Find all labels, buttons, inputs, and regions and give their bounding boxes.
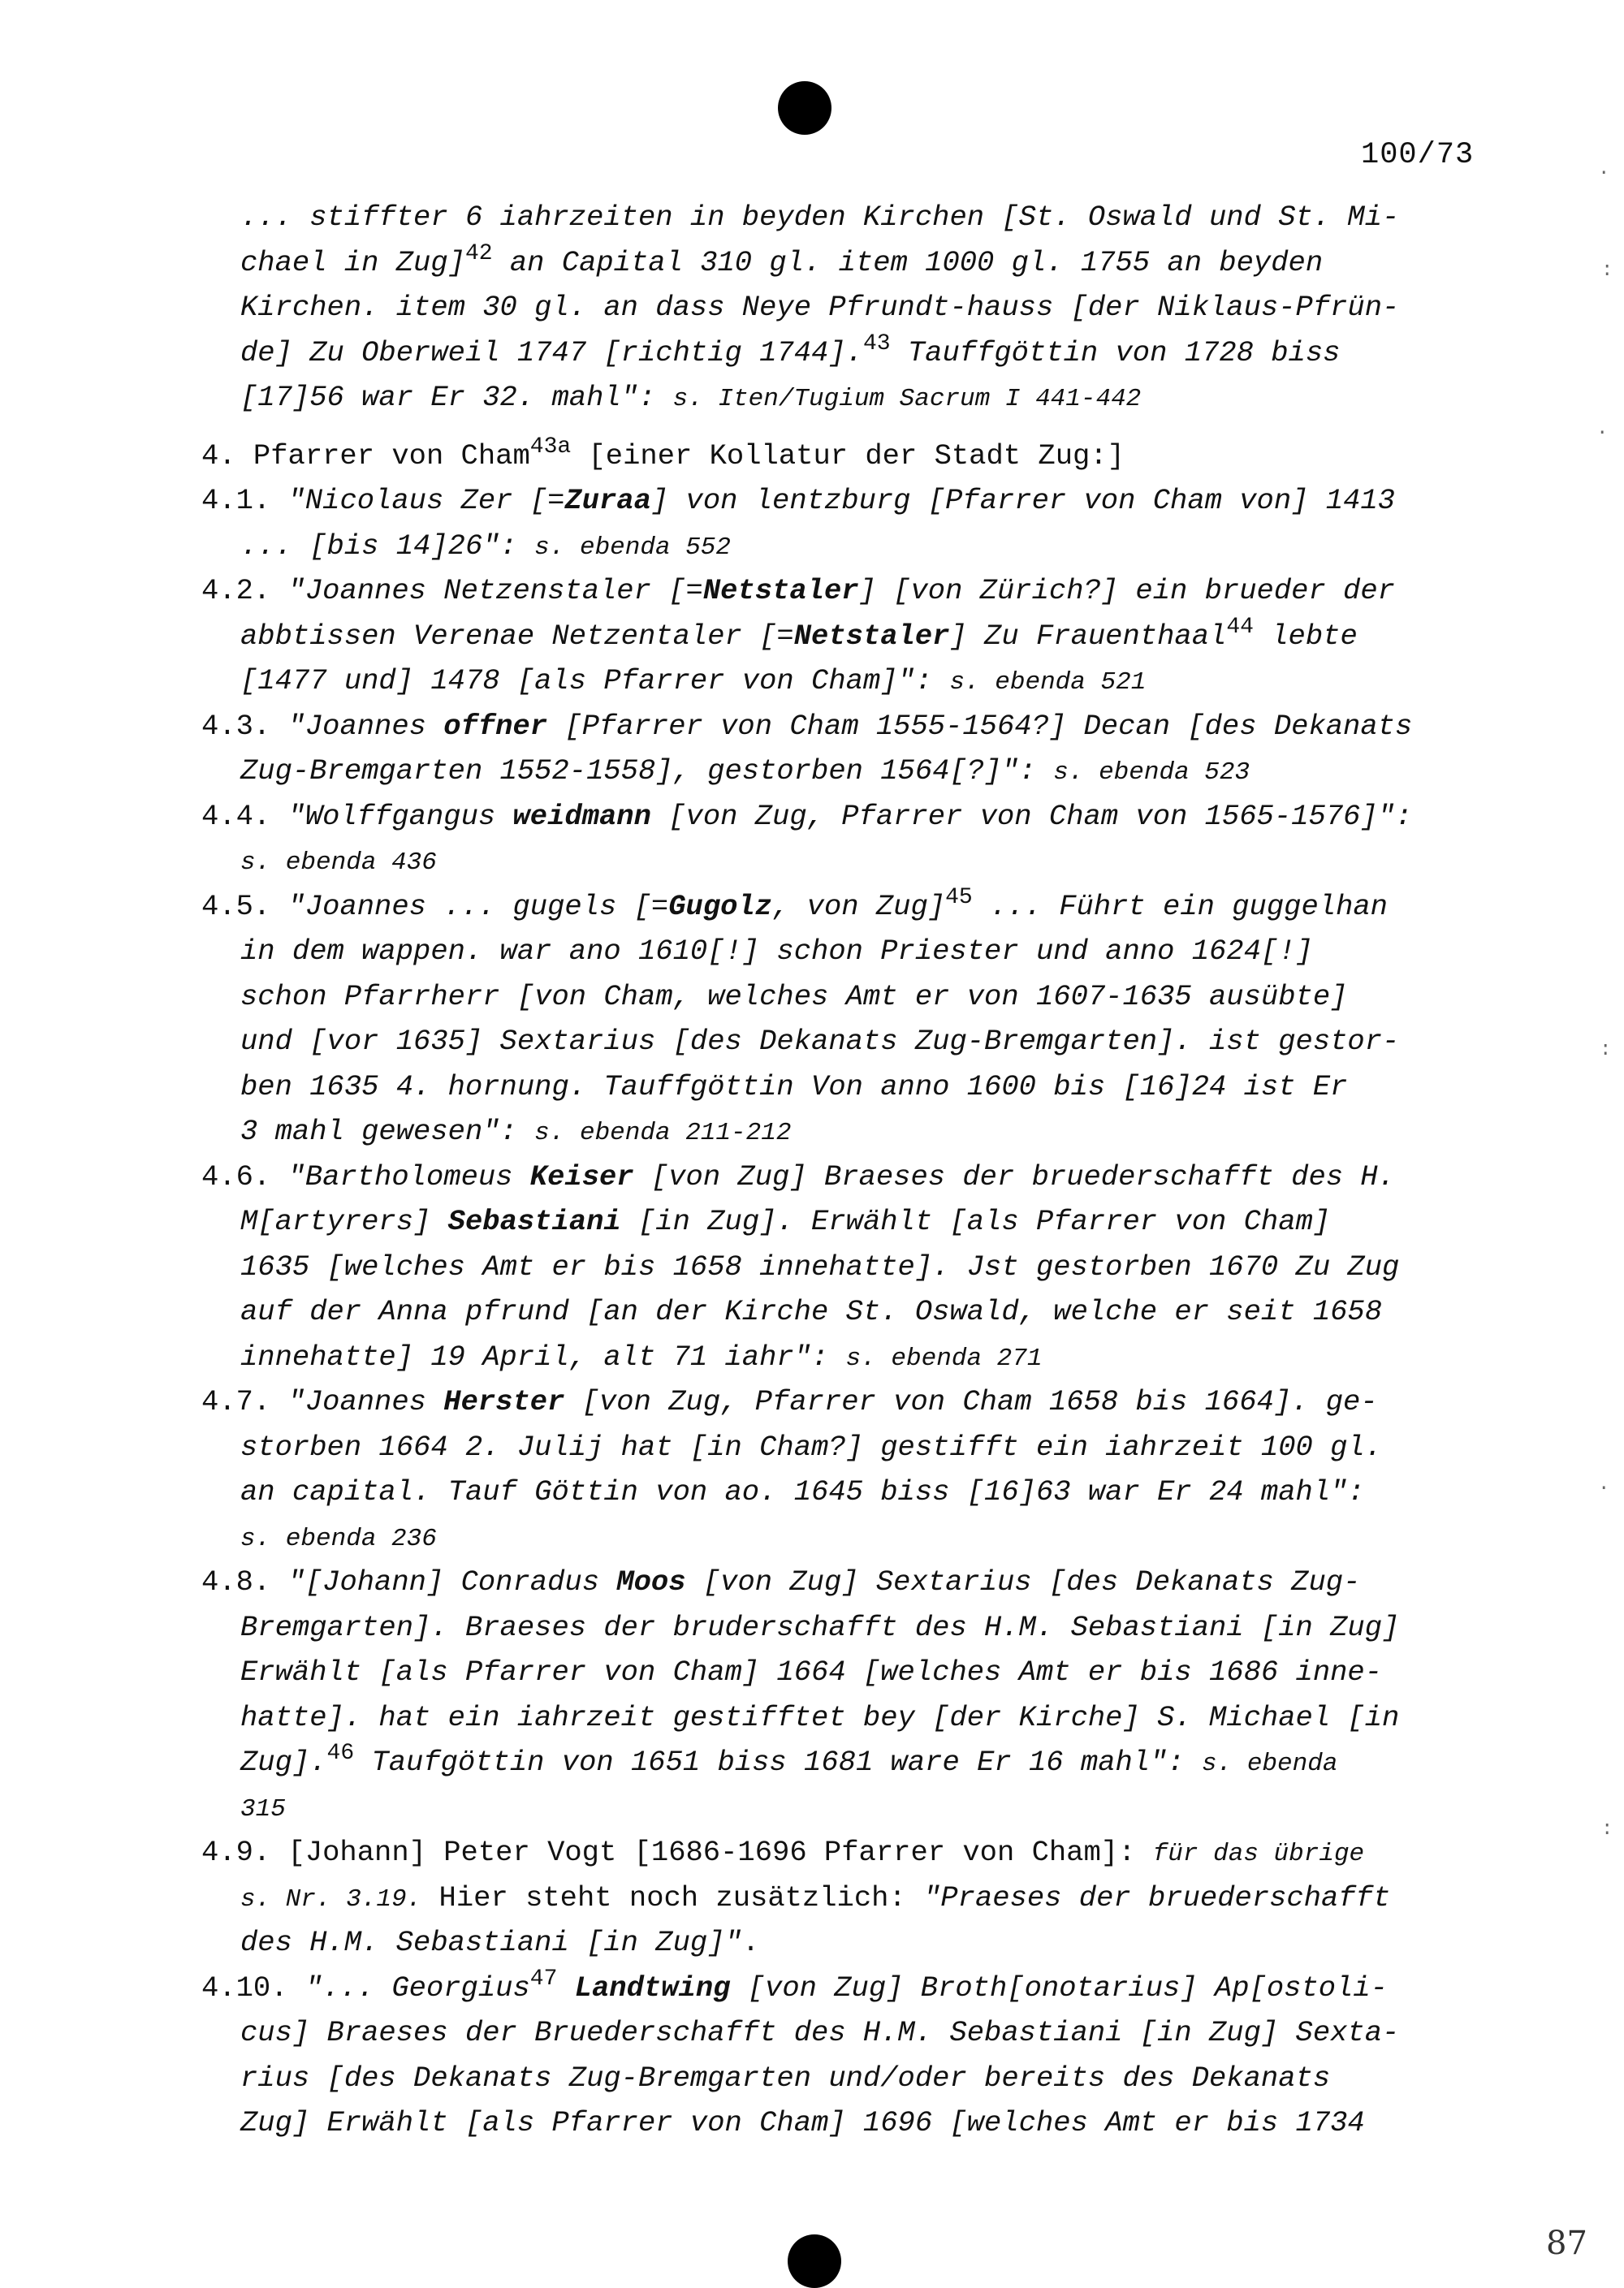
text-line	[240, 974, 1491, 1020]
text-line	[240, 658, 1491, 704]
text-line	[240, 1876, 1491, 1921]
entry-first-line	[201, 794, 1491, 840]
text-run: Bremgarten]. Braeses der bruderschafft des H.M. Sebastiani [in Zug]	[240, 1610, 1400, 1644]
text-run: "Praeses der bruederschafft	[923, 1880, 1391, 1915]
text-line	[240, 1470, 1491, 1515]
text-run: [von Zug] Broth[onotarius] Ap[ostoli-	[730, 1971, 1388, 2005]
citation-reference: s. ebenda 552	[534, 533, 732, 562]
text-line	[240, 1019, 1491, 1064]
footnote-marker: 45	[945, 884, 973, 910]
text-run: [17]56 war Er 32. mahl":	[240, 381, 673, 414]
text-run: auf der Anna pfrund [an der Kirche St. Oswald, welche er seit 1658	[240, 1295, 1383, 1328]
text-run: cus] Braeses der Bruederschafft des H.M. Sebastiani [in Zug] Sexta-	[240, 2016, 1400, 2049]
text-line	[240, 1109, 1491, 1155]
entry-first-line	[201, 1830, 1491, 1876]
entry-first-line	[201, 478, 1491, 524]
paragraph-gap	[240, 421, 1491, 434]
text-run: 4.1.	[201, 484, 288, 517]
text-line	[240, 2056, 1491, 2101]
citation-reference: s. ebenda	[1202, 1750, 1338, 1778]
text-run: an Capital 310 gl. item 1000 gl. 1755 an beyden	[492, 245, 1324, 279]
text-run: 4.2.	[201, 574, 288, 607]
citation-reference: s. ebenda 436	[240, 848, 437, 877]
text-run: und [vor 1635] Sextarius [des Dekanats Zug-Bremgarten]. ist gestor-	[240, 1025, 1400, 1058]
entry-first-line	[201, 1155, 1491, 1200]
text-run: Moos	[616, 1565, 686, 1599]
text-run: Tauffgöttin von 1728 biss	[890, 335, 1341, 369]
text-run: in dem wappen. war ano 1610[!] schon Priester und anno 1624[!]	[240, 935, 1313, 968]
text-line	[240, 1515, 1491, 1561]
text-run: [1477 und] 1478 [als Pfarrer von Cham]":	[240, 664, 950, 697]
text-run: an capital. Tauf Göttin von ao. 1645 biss [16]63 war Er 24 mahl":	[240, 1475, 1365, 1509]
citation-reference: 315	[240, 1794, 286, 1824]
text-run: 3 mahl gewesen":	[240, 1115, 535, 1148]
text-run: innehatte] 19 April, alt 71 iahr":	[240, 1340, 846, 1374]
citation-reference: s. Iten/Tugium Sacrum I 441-442	[672, 385, 1142, 413]
text-run: 4.5.	[201, 889, 288, 923]
citation-reference: s. ebenda 271	[845, 1344, 1043, 1373]
text-run: Landtwing	[574, 1971, 731, 2005]
text-run: "Bartholomeus	[287, 1159, 530, 1194]
text-line	[240, 1785, 1491, 1831]
text-line	[240, 1650, 1491, 1695]
text-run: [von Zug, Pfarrer von Cham von 1565-1576]":	[650, 799, 1413, 833]
entry-first-line	[201, 884, 1491, 930]
text-run: Kirchen. item 30 gl. an dass Neye Pfrundt-hauss [der Niklaus-Pfrün-	[240, 291, 1400, 324]
text-run: des H.M. Sebastiani [in Zug]"	[240, 1926, 742, 1959]
text-run: 4.9. [Johann] Peter Vogt [1686-1696 Pfarrer von Cham]:	[201, 1836, 1153, 1869]
text-line	[240, 1920, 1491, 1966]
citation-reference: s. ebenda 523	[1053, 758, 1250, 787]
text-run: Gugolz	[668, 889, 773, 923]
text-line	[240, 285, 1491, 330]
text-run: "Joannes	[287, 709, 444, 743]
text-run: 4. Pfarrer von Cham	[201, 438, 530, 473]
text-run: Netstaler	[793, 619, 950, 653]
citation-reference: s. ebenda 236	[240, 1524, 437, 1553]
entry-first-line	[201, 434, 1491, 479]
text-run: Zug-Bremgarten 1552-1558], gestorben 1564[?]":	[240, 754, 1054, 788]
text-run: 4.3.	[201, 709, 288, 743]
footnote-marker: 43a	[529, 434, 572, 460]
text-run: [Pfarrer von Cham 1555-1564?] Decan [des Dekanats	[547, 709, 1413, 743]
citation-reference: für das übrige	[1152, 1840, 1365, 1868]
text-run: Erwählt [als Pfarrer von Cham] 1664 [welches Amt er bis 1686 inne-	[240, 1656, 1383, 1689]
footnote-marker: 44	[1226, 614, 1254, 640]
entry-first-line	[201, 1560, 1491, 1605]
text-run: storben 1664 2. Julij hat [in Cham?] gestifft ein iahrzeit 100 gl.	[240, 1430, 1383, 1464]
text-run: Netstaler	[702, 574, 859, 607]
text-line	[240, 375, 1491, 421]
entry-first-line	[201, 704, 1491, 749]
text-run: [einer Kollatur der Stadt Zug:]	[571, 438, 1125, 473]
text-run: 4.8.	[201, 1565, 288, 1599]
scan-speckle: ·	[1598, 162, 1610, 184]
text-run: "Joannes ... gugels [=	[287, 889, 669, 923]
text-run: [von Zug] Sextarius [des Dekanats Zug-	[685, 1565, 1361, 1599]
text-line	[240, 1425, 1491, 1470]
scan-speckle: :	[1601, 260, 1613, 282]
text-run: offner	[443, 709, 548, 743]
citation-reference: s. ebenda 211-212	[534, 1119, 792, 1147]
text-line	[240, 929, 1491, 974]
text-run: "Nicolaus Zer [=	[287, 484, 565, 517]
text-run: 1635 [welches Amt er bis 1658 innehatte]. Jst gestorben 1670 Zu Zug	[240, 1250, 1400, 1284]
text-run: Zuraa	[564, 484, 651, 517]
citation-reference: s. Nr. 3.19.	[240, 1884, 422, 1914]
text-run: Keiser	[529, 1159, 634, 1194]
text-run: 4.6.	[201, 1159, 288, 1194]
text-line	[240, 614, 1491, 659]
text-run: Herster	[443, 1385, 565, 1418]
text-run: ... stiffter 6 iahrzeiten in beyden Kirchen [St. Oswald und St. Mi-	[240, 201, 1400, 234]
text-run: ben 1635 4. hornung. Tauffgöttin Von anno 1600 bis [16]24 ist Er	[240, 1069, 1348, 1103]
text-run: rius [des Dekanats Zug-Bremgarten und/oder bereits des Dekanats	[240, 2061, 1331, 2095]
text-line	[240, 1199, 1491, 1245]
text-line	[240, 1695, 1491, 1741]
scan-speckle: :	[1601, 1819, 1613, 1841]
scan-speckle: :	[1600, 1039, 1612, 1061]
text-run: chael in Zug]	[240, 245, 465, 279]
text-run: ] von lentzburg [Pfarrer von Cham von] 1413	[650, 484, 1395, 517]
text-run: "Wolffgangus	[287, 799, 513, 833]
text-run	[557, 1971, 574, 2005]
text-line	[240, 839, 1491, 884]
text-run: Zug].	[240, 1746, 327, 1779]
entry-first-line	[201, 1966, 1491, 2011]
text-line	[240, 1064, 1491, 1110]
text-run: de] Zu Oberweil 1747 [richtig 1744].	[240, 335, 863, 369]
document-body	[201, 195, 1491, 2146]
entry-first-line	[201, 1379, 1491, 1425]
text-line	[240, 1335, 1491, 1380]
text-run: [in Zug]. Erwählt [als Pfarrer von Cham]	[620, 1205, 1331, 1238]
text-run: Sebastiani	[447, 1205, 621, 1238]
corner-handwritten-mark: 87	[1546, 2225, 1587, 2262]
text-line	[240, 1289, 1491, 1335]
text-line	[240, 1740, 1491, 1785]
text-line	[240, 240, 1491, 286]
text-run: ... Führt ein guggelhan	[972, 889, 1388, 923]
text-run: ] [von Zürich?] ein brueder der	[858, 574, 1395, 607]
punch-hole-top	[778, 81, 831, 135]
text-line	[240, 524, 1491, 569]
text-run: "... Georgius	[304, 1971, 530, 2005]
scan-speckle: ·	[1596, 422, 1609, 444]
scan-speckle: ·	[1598, 1478, 1610, 1500]
footnote-marker: 43	[862, 330, 891, 356]
text-run: Taufgöttin von 1651 biss 1681 ware Er 16 mahl":	[354, 1746, 1203, 1779]
text-run: ] Zu Frauenthaal	[949, 619, 1227, 653]
text-run: 4.7.	[201, 1385, 288, 1418]
text-run: lebte	[1253, 619, 1358, 653]
text-line	[240, 1245, 1491, 1290]
text-run: ... [bis 14]26":	[240, 529, 535, 563]
entry-first-line	[201, 568, 1491, 614]
text-run: .	[741, 1926, 760, 1959]
text-run: M[artyrers]	[240, 1205, 448, 1238]
text-line	[240, 1605, 1491, 1651]
text-run: [von Zug] Braeses der bruederschafft des H.	[633, 1159, 1395, 1194]
text-run: 4.4.	[201, 799, 288, 833]
citation-reference: s. ebenda 521	[949, 668, 1147, 697]
text-run: schon Pfarrherr [von Cham, welches Amt er von 1607-1635 ausübte]	[240, 979, 1348, 1013]
text-run: 4.10.	[201, 1971, 305, 2005]
text-line	[240, 749, 1491, 794]
text-line	[240, 195, 1491, 240]
text-run: Zug] Erwählt [als Pfarrer von Cham] 1696 [welches Amt er bis 1734	[240, 2106, 1365, 2139]
text-run: , von Zug]	[772, 889, 946, 923]
punch-hole-bottom	[788, 2234, 841, 2288]
text-run: "[Johann] Conradus	[287, 1565, 617, 1599]
page-number: 100/73	[1361, 138, 1475, 172]
footnote-marker: 46	[326, 1741, 355, 1766]
text-run: "Joannes	[287, 1385, 444, 1418]
text-line	[240, 330, 1491, 376]
footnote-marker: 47	[529, 1966, 558, 1992]
text-line	[240, 2010, 1491, 2056]
text-run: abbtissen Verenae Netzentaler [=	[240, 619, 794, 653]
text-run: hatte]. hat ein iahrzeit gestifftet bey [der Kirche] S. Michael [in	[240, 1700, 1400, 1734]
text-run: [von Zug, Pfarrer von Cham 1658 bis 1664]. ge-	[564, 1385, 1378, 1418]
text-run: weidmann	[512, 799, 651, 833]
text-line	[240, 2100, 1491, 2146]
footnote-marker: 42	[464, 240, 493, 266]
text-run: "Joannes Netzenstaler [=	[287, 574, 703, 607]
text-run: Hier steht noch zusätzlich:	[421, 1880, 924, 1915]
